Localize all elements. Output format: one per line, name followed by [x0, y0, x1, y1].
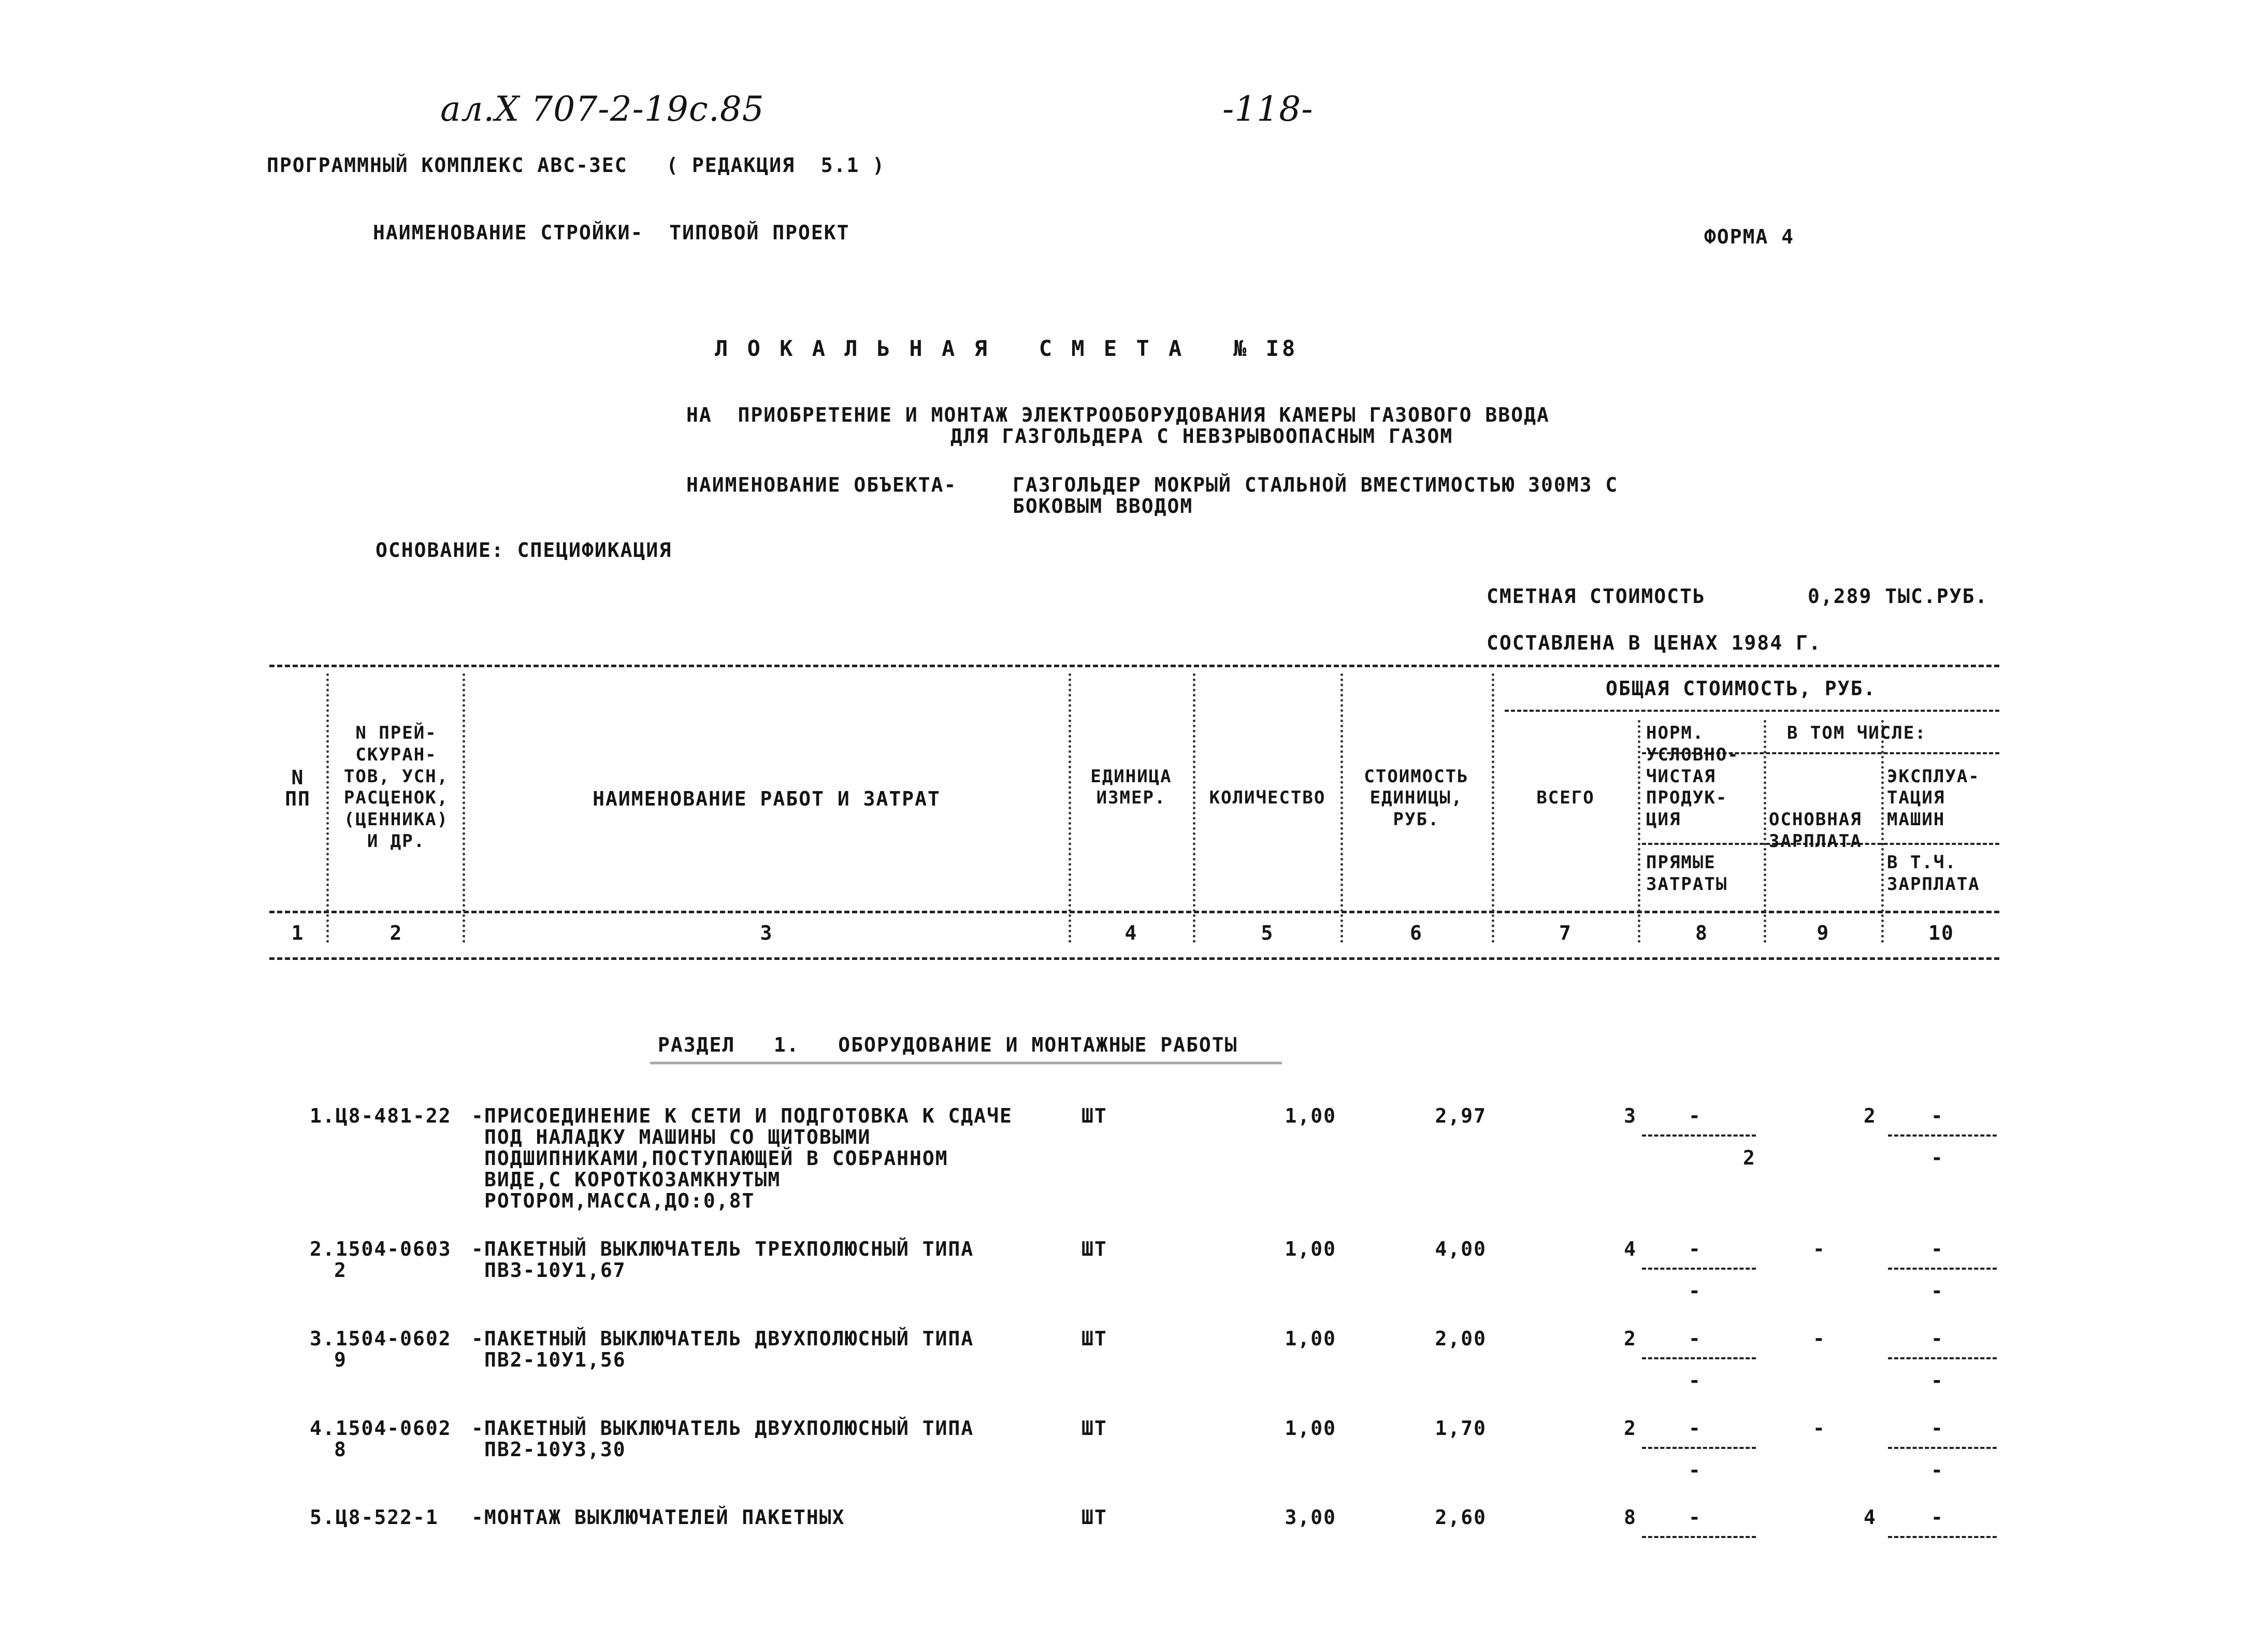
row-c10b: -	[1931, 1280, 1944, 1302]
col10-header-line: ТАЦИЯ	[1887, 787, 1945, 808]
cell-rule	[1642, 1268, 1756, 1270]
row-price: 4,00	[1435, 1238, 1487, 1260]
col6-header-line: РУБ.	[1393, 809, 1440, 830]
row-c8: -	[1689, 1327, 1701, 1350]
col1-header-line: ПП	[285, 787, 311, 810]
col7-header: ВСЕГО	[1536, 787, 1595, 808]
row-c10b: -	[1931, 1369, 1944, 1392]
section-title: РАЗДЕЛ 1. ОБОРУДОВАНИЕ И МОНТАЖНЫЕ РАБОТЫ	[658, 1033, 1238, 1056]
row-c8b: -	[1689, 1459, 1701, 1482]
cost-label: СМЕТНАЯ СТОИМОСТЬ	[1487, 585, 1706, 608]
col-separator	[1764, 720, 1766, 943]
cell-rule	[1642, 1134, 1756, 1137]
row-qty: 1,00	[1285, 1104, 1336, 1127]
cost-value: 0,289 ТЫС.РУБ.	[1808, 585, 1988, 608]
row-qty: 1,00	[1285, 1238, 1336, 1260]
row-code: 3.1504-0602	[310, 1327, 452, 1350]
col2-header-line: N ПРЕЙ-	[355, 723, 437, 743]
page-number: -118-	[1222, 89, 1314, 129]
row-name-line: -ПАКЕТНЫЙ ВЫКЛЮЧАТЕЛЬ ТРЕХПОЛЮСНЫЙ ТИПА	[471, 1238, 974, 1260]
row-price: 2,97	[1435, 1104, 1487, 1127]
document-title: Л О К А Л Ь Н А Я С М Е Т А № I8	[715, 336, 1299, 361]
col6-header-line: СТОИМОСТЬ	[1364, 766, 1469, 787]
cell-rule	[1642, 1447, 1756, 1449]
col5-header: КОЛИЧЕСТВО	[1209, 787, 1326, 808]
row-name-line: -ПАКЕТНЫЙ ВЫКЛЮЧАТЕЛЬ ДВУХПОЛЮСНЫЙ ТИПА	[471, 1327, 974, 1350]
row-c10: 2	[1864, 1104, 1877, 1127]
col-number: 2	[390, 922, 403, 944]
row-price: 1,70	[1435, 1417, 1487, 1440]
number-row-rule	[269, 957, 1999, 960]
col8-header-line: ПРОДУК-	[1646, 787, 1728, 808]
row-c8: -	[1689, 1104, 1701, 1127]
col6-header-line: ЕДИНИЦЫ,	[1369, 787, 1463, 808]
row-code-cont: 8	[334, 1438, 347, 1461]
col9-header-line: ЗАРПЛАТА	[1769, 831, 1862, 852]
col2-header-line: РАСЦЕНОК,	[343, 787, 449, 808]
prices-line: СОСТАВЛЕНА В ЦЕНАХ 1984 Г.	[1487, 631, 1822, 654]
col2-header-line: СКУРАН-	[355, 744, 437, 765]
row-unit: ШТ	[1081, 1238, 1107, 1260]
col-number: 9	[1816, 922, 1830, 944]
row-name-line: ПВ2-10У3,30	[484, 1438, 626, 1461]
form-label: ФОРМА 4	[1704, 225, 1795, 248]
col-separator	[1193, 673, 1195, 943]
total-cost-group-header: ОБЩАЯ СТОИМОСТЬ, РУБ.	[1606, 677, 1877, 700]
col-number: 5	[1261, 922, 1274, 944]
col1-header-line: N	[291, 766, 305, 789]
row-name-line: ВИДЕ,С КОРОТКОЗАМКНУТЫМ	[484, 1168, 781, 1191]
row-code-cont: 9	[334, 1348, 347, 1371]
row-c9: 2	[1743, 1146, 1756, 1169]
row-c10b: -	[1931, 1459, 1944, 1482]
object-line-2: БОКОВЫМ ВВОДОМ	[1013, 495, 1193, 518]
document-code: ал.Х 707-2-19с.85	[440, 89, 765, 129]
row-total: 8	[1624, 1506, 1637, 1529]
row-name-line: ПВ2-10У1,56	[484, 1348, 626, 1371]
cell-rule	[1888, 1268, 1997, 1270]
col9-header-line: ОСНОВНАЯ	[1769, 809, 1862, 830]
row-name-line: -МОНТАЖ ВЫКЛЮЧАТЕЛЕЙ ПАКЕТНЫХ	[471, 1506, 845, 1529]
cell-rule	[1888, 1357, 1997, 1359]
row-qty: 1,00	[1285, 1417, 1336, 1440]
cell-rule	[1888, 1134, 1997, 1137]
row-c10a: -	[1931, 1238, 1944, 1260]
basis-line: ОСНОВАНИЕ: СПЕЦИФИКАЦИЯ	[376, 539, 672, 562]
row-unit: ШТ	[1081, 1506, 1107, 1529]
col-separator	[1340, 673, 1343, 943]
row-name-line: ПВЗ-10У1,67	[484, 1259, 626, 1282]
col-number: 10	[1928, 922, 1954, 944]
col8b-header-line: ПРЯМЫЕ	[1646, 852, 1716, 873]
col-separator	[1069, 673, 1071, 943]
row-total: 2	[1624, 1327, 1637, 1350]
row-total: 4	[1624, 1238, 1637, 1260]
col10b-header-line: В Т.Ч.	[1887, 852, 1957, 873]
row-c10b: -	[1931, 1146, 1944, 1169]
construction-name: НАИМЕНОВАНИЕ СТРОЙКИ- ТИПОВОЙ ПРОЕКТ	[373, 221, 850, 244]
col2-header-line: ТОВ, УСН,	[343, 766, 449, 787]
row-c9: -	[1813, 1327, 1826, 1350]
col-separator	[1881, 720, 1884, 943]
col-number: 6	[1410, 922, 1423, 944]
row-c10a: -	[1931, 1417, 1944, 1440]
row-c8: -	[1689, 1417, 1701, 1440]
row-name-line: ПОДШИПНИКАМИ,ПОСТУПАЮЩЕЙ В СОБРАННОМ	[484, 1147, 948, 1170]
row-name-line: РОТОРОМ,МАССА,ДО:0,8Т	[484, 1189, 755, 1212]
section-underline	[650, 1062, 1282, 1064]
row-c8b: -	[1689, 1369, 1701, 1392]
col4-header-line: ИЗМЕР.	[1096, 787, 1166, 808]
in-that-header: В ТОМ ЧИСЛЕ:	[1787, 723, 1927, 743]
row-name-line: ПОД НАЛАДКУ МАШИНЫ СО ЩИТОВЫМИ	[484, 1126, 871, 1148]
cell-rule	[1888, 1447, 1997, 1449]
col2-header-line: И ДР.	[367, 831, 426, 852]
col8-header-line: ЧИСТАЯ	[1646, 766, 1716, 787]
row-price: 2,00	[1435, 1327, 1487, 1350]
row-qty: 3,00	[1285, 1506, 1336, 1529]
group-rule	[1505, 710, 1999, 712]
row-c9: -	[1813, 1238, 1826, 1260]
col10-header-line: МАШИН	[1887, 809, 1945, 830]
object-label: НАИМЕНОВАНИЕ ОБЪЕКТА-	[686, 473, 957, 496]
header-bottom-rule	[269, 911, 1999, 913]
row-c10a: -	[1931, 1104, 1944, 1127]
row-total: 2	[1624, 1417, 1637, 1440]
row-c9: -	[1813, 1417, 1826, 1440]
col8b-header-line: ЗАТРАТЫ	[1646, 874, 1728, 895]
row-unit: ШТ	[1081, 1417, 1107, 1440]
row-price: 2,60	[1435, 1506, 1487, 1529]
row-code: 5.Ц8-522-1	[310, 1506, 439, 1529]
cell-rule	[1642, 1536, 1756, 1538]
row-code: 4.1504-0602	[310, 1417, 452, 1440]
row-c8: -	[1689, 1506, 1701, 1529]
row-c8: -	[1689, 1238, 1701, 1260]
row-c10: 4	[1864, 1506, 1877, 1529]
col10b-header-line: ЗАРПЛАТА	[1887, 874, 1980, 895]
cell-rule	[1642, 1357, 1756, 1359]
col8-header-line: НОРМ.	[1646, 723, 1705, 743]
row-c10a: -	[1931, 1327, 1944, 1350]
col-number: 1	[291, 922, 305, 944]
row-code-cont: 2	[334, 1259, 347, 1282]
col8-header-line: ЦИЯ	[1646, 809, 1681, 830]
col-number: 7	[1559, 922, 1572, 944]
col-separator	[463, 673, 465, 943]
row-code: 2.1504-0603	[310, 1238, 452, 1260]
row-code: 1.Ц8-481-22	[310, 1104, 452, 1127]
row-unit: ШТ	[1081, 1327, 1107, 1350]
row-c10a: -	[1931, 1506, 1944, 1529]
col10-header-line: ЭКСПЛУА-	[1887, 766, 1980, 787]
row-name-line: -ПРИСОЕДИНЕНИЕ К СЕТИ И ПОДГОТОВКА К СДАЧЕ	[471, 1104, 1013, 1127]
col2-header-line: (ЦЕННИКА)	[343, 809, 449, 830]
row-c8b: -	[1689, 1280, 1701, 1302]
col-number: 3	[760, 922, 773, 944]
row-unit: ШТ	[1081, 1104, 1107, 1127]
col8-header-line: УСЛОВНО-	[1646, 744, 1739, 765]
program-line: ПРОГРАММНЫЙ КОМПЛЕКС АВС-3ЕС ( РЕДАКЦИЯ 5.1 )	[267, 154, 886, 177]
row-name-line: -ПАКЕТНЫЙ ВЫКЛЮЧАТЕЛЬ ДВУХПОЛЮСНЫЙ ТИПА	[471, 1417, 974, 1440]
object-line-1: ГАЗГОЛЬДЕР МОКРЫЙ СТАЛЬНОЙ ВМЕСТИМОСТЬЮ 300М3 С	[1013, 473, 1619, 496]
col-separator	[326, 673, 329, 943]
table-top-rule	[269, 665, 1999, 667]
cell-rule	[1888, 1536, 1997, 1538]
col4-header-line: ЕДИНИЦА	[1090, 766, 1172, 787]
purpose-line-2: ДЛЯ ГАЗГОЛЬДЕРА С НЕВЗРЫВООПАСНЫМ ГАЗОМ	[950, 425, 1453, 448]
col-separator	[1492, 673, 1494, 943]
row-total: 3	[1624, 1104, 1637, 1127]
col3-header: НАИМЕНОВАНИЕ РАБОТ И ЗАТРАТ	[593, 787, 941, 810]
col-number: 8	[1695, 922, 1708, 944]
col-number: 4	[1124, 922, 1138, 944]
purpose-line-1: НА ПРИОБРЕТЕНИЕ И МОНТАЖ ЭЛЕКТРООБОРУДОВАНИЯ КАМЕРЫ ГАЗОВОГО ВВОДА	[686, 404, 1550, 426]
row-qty: 1,00	[1285, 1327, 1336, 1350]
col-separator	[1638, 720, 1640, 943]
